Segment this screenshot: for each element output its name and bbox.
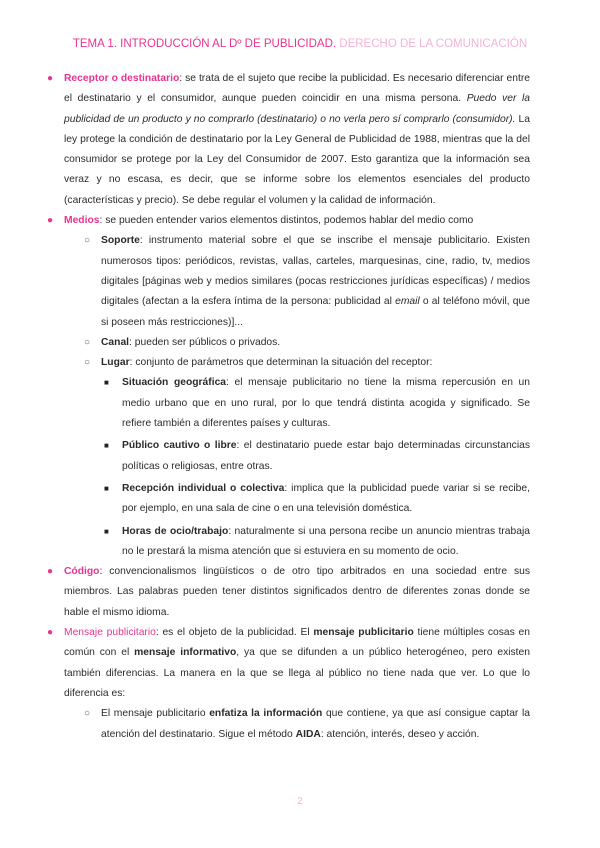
bullet-icon: ●: [47, 73, 54, 84]
term-canal: Canal: [101, 336, 130, 348]
square-bullet-icon: ■: [104, 441, 109, 451]
recepcion-text: : implica que la publicidad puede variar si se recibe, por ejemplo, en una sala de cine o en una televisión doméstica.: [122, 482, 530, 515]
term-recepcion: Recepción individual o colectiva: [122, 482, 285, 494]
mensaje-bold-1: mensaje publicitario: [313, 627, 414, 639]
item-lugar: [44, 353, 530, 373]
lugar-text: : conjunto de parámetros que determinan la situación del receptor:: [129, 357, 433, 369]
hollow-bullet-icon: ○: [84, 357, 91, 369]
hollow-bullet-icon: ○: [84, 336, 91, 348]
term-soporte: Soporte: [101, 235, 140, 247]
item-soporte: [44, 231, 530, 332]
item-canal: [44, 333, 530, 353]
soporte-italic: email: [395, 296, 420, 308]
mensaje-bold-2: mensaje informativo: [134, 647, 237, 659]
item-situacion: [44, 373, 530, 434]
term-publico: Público cautivo o libre: [122, 440, 237, 452]
bullet-icon: ●: [47, 215, 54, 227]
sub-bold-2: AIDA: [295, 728, 321, 740]
page-content: [44, 69, 530, 745]
term-horas: Horas de ocio/trabajo: [122, 525, 229, 537]
sub-text-2: que contiene, ya que así consigue captar la atención del destinatario. Sigue el método: [101, 708, 530, 740]
item-mensaje: [44, 623, 530, 704]
term-receptor: Receptor o destinatario: [64, 73, 180, 84]
item-horas: [44, 522, 530, 563]
item-receptor: [44, 69, 530, 211]
page-number: 2: [297, 796, 303, 807]
mensaje-text-2: tiene múltiples cosas en común con el: [64, 627, 530, 659]
square-bullet-icon: ■: [104, 378, 109, 388]
item-mensaje-sub: [44, 704, 530, 745]
term-situacion: Situación geográfica: [122, 377, 227, 389]
situacion-text: : el mensaje publicitario no tiene la misma repercusión en un medio urbano que en uno rural, por lo que tendrá distinta acogida y significado. Se refiere también a diferentes países y culturas.: [122, 377, 530, 430]
medios-text: : se pueden entender varios elementos distintos, podemos hablar del medio como: [99, 215, 474, 227]
item-medios: [44, 211, 530, 231]
codigo-text: : convencionalismos lingüísticos o de otro tipo arbitrados en una sociedad entre sus miembros. Las palabras pueden tener distintos significados dentro de diferentes zonas donde se hable el mismo idioma.: [64, 566, 530, 618]
square-bullet-icon: ■: [104, 483, 109, 493]
hollow-bullet-icon: ○: [84, 708, 91, 720]
bullet-icon: ●: [47, 566, 54, 578]
header-subtitle: DERECHO DE LA COMUNICACIÓN: [339, 38, 528, 50]
bullet-icon: ●: [47, 627, 54, 639]
mensaje-text-3: , ya que se difunden a un público heterogéneo, pero existen también diferencias. La manera en la que se llega al público no tiene nada que ver. Lo que lo diferencia es:: [64, 647, 530, 699]
sub-text-3: : atención, interés, deseo y acción.: [320, 728, 480, 740]
item-recepcion: [44, 479, 530, 520]
sub-text-1: El mensaje publicitario: [101, 708, 210, 720]
canal-text: : pueden ser públicos o privados.: [129, 336, 281, 348]
term-mensaje: Mensaje publicitario: [64, 627, 156, 639]
horas-text: : naturalmente si una persona recibe un anuncio mientras trabaja no le prestará la misma atención que si estuviera en su momento de ocio.: [122, 525, 530, 557]
square-bullet-icon: ■: [104, 526, 109, 536]
soporte-text-2: o al teléfono móvil, que si poseen más restricciones)]...: [101, 296, 530, 328]
term-medios: Medios: [64, 215, 100, 227]
receptor-italic: Puedo ver la publicidad de un producto y no comprarlo (destinatario) o no verla pero sí comprarlo (consumidor).: [64, 93, 530, 125]
page-header: [0, 38, 600, 50]
mensaje-text-1: : es el objeto de la publicidad. El: [155, 627, 314, 639]
sub-bold-1: enfatiza la información: [209, 708, 323, 720]
receptor-text-1: : se trata de el sujeto que recibe la publicidad. Es necesario diferenciar entre el destinatario y el consumidor, aunque pueden coincidir en una misma persona.: [64, 73, 530, 105]
hollow-bullet-icon: ○: [84, 235, 91, 247]
receptor-text-2: La ley protege la condición de destinatario por la Ley General de Publicidad de 1988, mientras que la del consumidor se protege por la Ley del Consumidor de 2007. Esto garantiza que la información sea veraz y no escasa, es decir, que se informe sobre los elementos esenciales del producto (características y precio). Se debe regular el volumen y la calidad de información.: [64, 113, 530, 206]
header-title: TEMA 1. INTRODUCCIÓN AL Dº DE PUBLICIDAD.: [72, 38, 337, 50]
term-codigo: Código: [64, 566, 100, 578]
term-lugar: Lugar: [101, 357, 130, 369]
item-publico: [44, 436, 530, 477]
item-codigo: [44, 562, 530, 623]
soporte-text-1: : instrumento material sobre el que se inscribe el mensaje publicitario. Existen numerosos tipos: periódicos, revistas, vallas, carteles, marquesinas, cine, radio, tv, medios digitales [páginas web y medios similares (pocas restricciones jurídicas específicas) / medios digitales (afectan a la esfera íntima de la persona: publicidad al: [101, 235, 530, 308]
publico-text: : el destinatario puede estar bajo determinadas circunstancias políticas o religiosas, entre otras.: [122, 440, 530, 472]
